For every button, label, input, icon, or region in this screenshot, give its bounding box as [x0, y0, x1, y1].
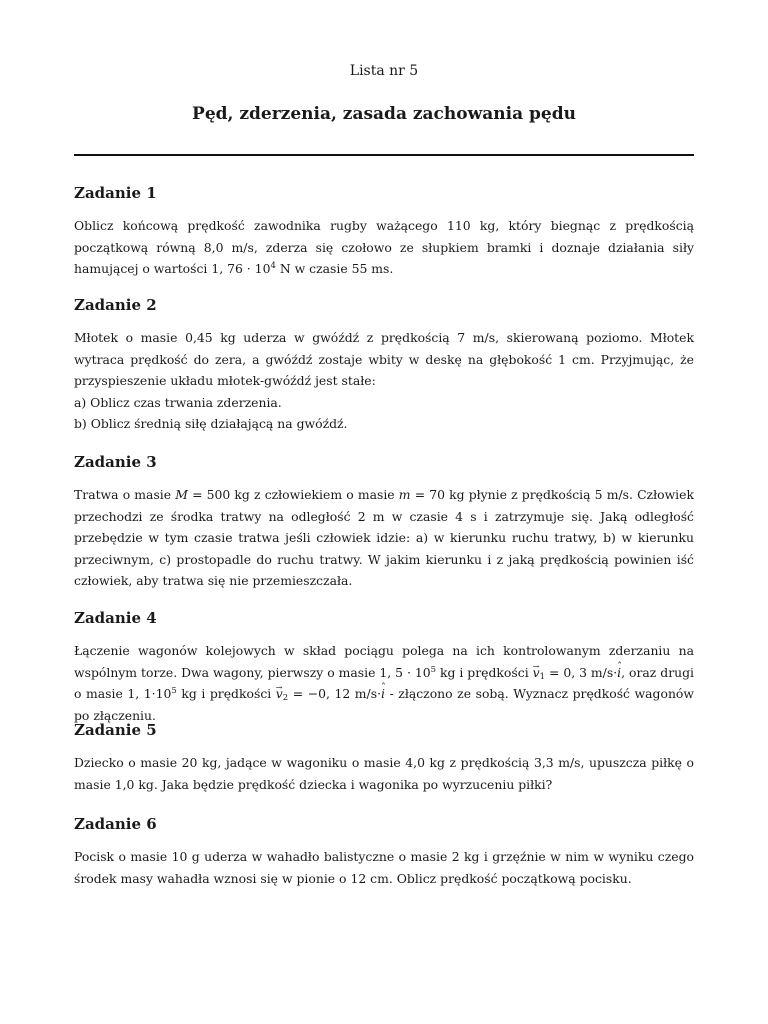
velocity-vector-1: → v: [533, 665, 540, 680]
task-6: [74, 814, 694, 889]
task-6-heading: Zadanie 6: [74, 815, 157, 833]
task-4: [74, 608, 694, 726]
task-4-text: Łączenie wagonów kolejowych w skład pociągu polega na ich kontrolowanym zderzaniu na wspólnym torze. Dwa wagony, pierwszy o masie 1, $5 \cdot 10^5$ kg i prędkości → $v_1 = 0$, 3 m/s·ˆ i, oraz drugi o masie 1, $1\cdot 10^5$ kg i prędkości → $v_2 = -0$, 12 m/s·ˆ i - złączono ze sobą. Wyznacz prędkość wagonów po złączeniu.: [74, 640, 694, 726]
task-5-heading: Zadanie 5: [74, 721, 157, 739]
task-4-heading: Zadanie 4: [74, 609, 157, 627]
task-3-text: Tratwa o masie M = 500 kg z człowiekiem o masie m = 70 kg płynie z prędkością 5 m/s. Człowiek przechodzi ze środka tratwy na odległość 2 m w czasie 4 s i zatrzymuje się. Jaką odległość przebędzie w tym czasie tratwa jeśli człowiek idzie: a) w kierunku ruchu tratwy, b) w kierunku przeciwnym, c) prostopadle do ruchu tratwy. W jakim kierunku i z jaką prędkością powinien iść człowiek, aby tratwa się nie przemieszczała.: [74, 487, 694, 588]
task-3-heading: Zadanie 3: [74, 453, 157, 471]
task-2-heading: Zadanie 2: [74, 296, 157, 314]
task-6-text: Pocisk o masie 10 g uderza w wahadło balistyczne o masie 2 kg i grzęźnie w nim w wyniku czego środek masy wahadła wznosi się w pionie o 12 cm. Oblicz prędkość początkową pocisku.: [74, 849, 694, 886]
page-title: Pęd, zderzenia, zasada zachowania pędu: [192, 104, 576, 124]
unit-vector-i: ˆ i: [381, 686, 385, 701]
task-2-part-a: a) Oblicz czas trwania zderzenia.: [74, 394, 282, 410]
unit-vector-i: ˆ i: [617, 665, 621, 680]
velocity-vector-2: → v: [276, 686, 283, 701]
task-2-part-b: b) Oblicz średnią siłę działającą na gwóźdź.: [74, 416, 348, 431]
task-1-text: Oblicz końcową prędkość zawodnika rugby ważącego 110 kg, który biegnąc z prędkością początkową równą 8,0 m/s, zderza się czołowo ze słupkiem bramki i doznaje działania siły hamującej o wartości 1, $76 \cdot 10^4$ N w czasie 55 ms.: [74, 218, 694, 276]
task-2-text: Młotek o masie 0,45 kg uderza w gwóźdź z prędkością 7 m/s, skierowaną poziomo. Młotek wytraca prędkość do zera, a gwóźdź zostaje wbity w deskę na głębokość 1 cm. Przyjmując, że przyspieszenie układu młotek-gwóźdź jest stałe:: [74, 330, 694, 388]
list-number: Lista nr 5: [349, 63, 419, 79]
task-1-heading: Zadanie 1: [74, 184, 157, 202]
task-3: [74, 452, 694, 592]
task-2: [74, 295, 694, 435]
task-1: [74, 183, 694, 280]
task-5-text: Dziecko o masie 20 kg, jadące w wagoniku o masie 4,0 kg z prędkością 3,3 m/s, upuszcza piłkę o masie 1,0 kg. Jaka będzie prędkość dziecka i wagonika po wyrzuceniu piłki?: [74, 755, 694, 792]
title-divider: [74, 154, 694, 156]
task-5: [74, 720, 694, 795]
